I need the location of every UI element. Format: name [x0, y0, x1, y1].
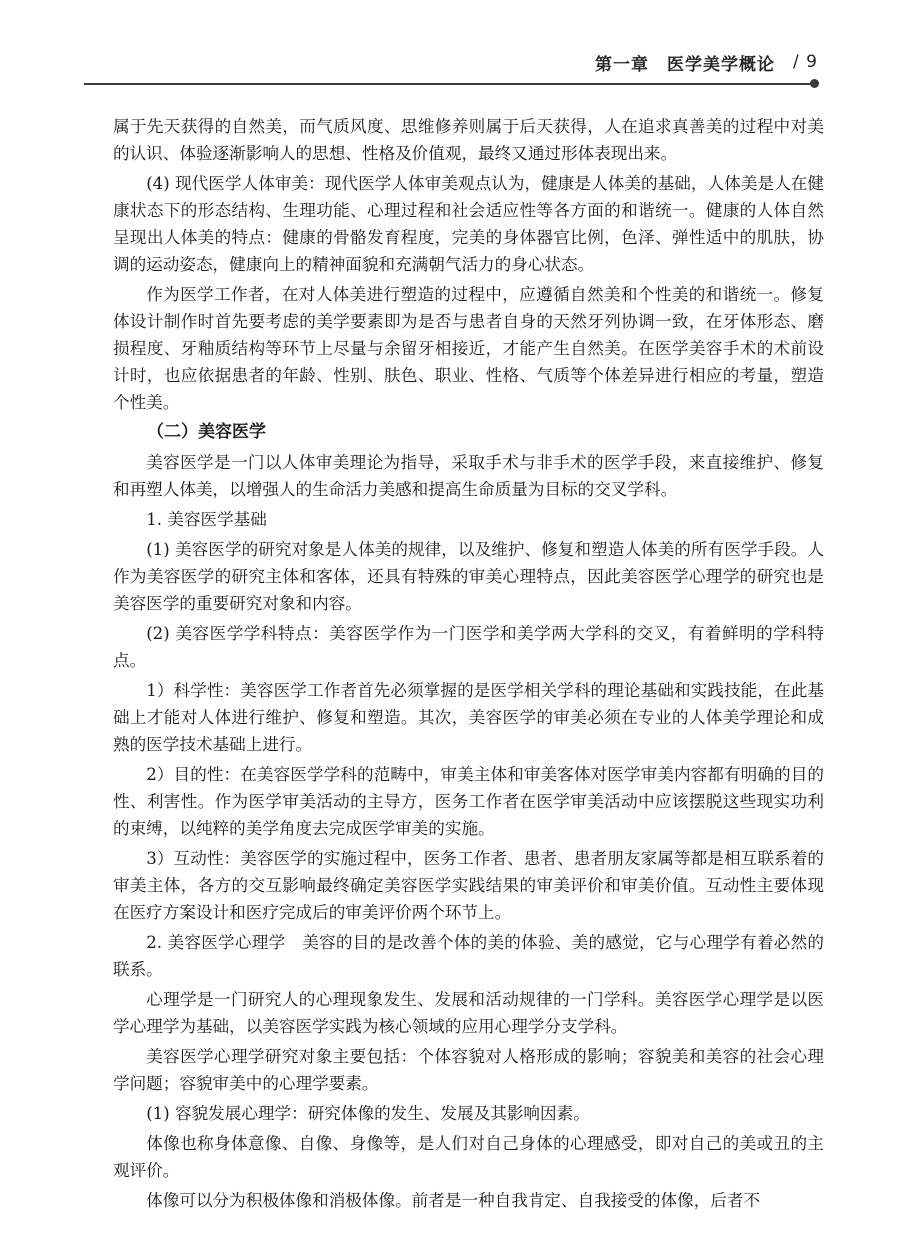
section-heading: （二）美容医学: [147, 422, 266, 442]
paragraph: 心理学是一门研究人的心理现象发生、发展和活动规律的一门学科。美容医学心理学是以医学心理学为基础，以美容医学实践为核心领域的应用心理学分支学科。: [113, 990, 824, 1036]
paragraph: 美容医学是一门以人体审美理论为指导，采取手术与非手术的医学手段，来直接维护、修复和再塑人体美，以增强人的生命活力美感和提高生命质量为目标的交叉学科。: [113, 453, 824, 499]
paragraph: 作为医学工作者，在对人体美进行塑造的过程中，应遵循自然美和个性美的和谐统一。修复体设计制作时首先要考虑的美学要素即为是否与患者自身的天然牙列协调一致，在牙体形态、磨损程度、牙釉质结构等环节上尽量与余留牙相接近，才能产生自然美。在医学美容手术的术前设计时，也应依据患者的年龄、性别、肤色、职业、性格、气质等个体差异进行相应的考量，塑造个性美。: [113, 285, 824, 412]
chapter-number: 第一章: [595, 54, 650, 75]
subsection-heading: 1. 美容医学基础: [146, 510, 267, 529]
paragraph: 2. 美容医学心理学 美容的目的是改善个体的美的体验、美的感觉，它与心理学有着必然的联系。: [113, 933, 824, 979]
paragraph: 3）互动性：美容医学的实施过程中，医务工作者、患者、患者朋友家属等都是相互联系着的审美主体，各方的交互影响最终确定美容医学实践结果的审美评价和审美价值。互动性主要体现在医疗方案设计和医疗完成后的审美评价两个环节上。: [113, 849, 824, 922]
paragraph: 体像可以分为积极体像和消极体像。前者是一种自我肯定、自我接受的体像，后者不: [146, 1191, 761, 1210]
paragraph: 体像也称身体意像、自像、身像等，是人们对自己身体的心理感受，即对自己的美或丑的主观评价。: [113, 1134, 824, 1180]
paragraph: (2) 美容医学学科特点：美容医学作为一门医学和美学两大学科的交叉，有着鲜明的学科特点。: [113, 624, 824, 670]
header-rule: [84, 83, 814, 85]
page-number: / 9: [793, 52, 818, 72]
chapter-title: 医学美学概论: [667, 54, 776, 75]
paragraph: 美容医学心理学研究对象主要包括：个体容貌对人格形成的影响；容貌美和美容的社会心理学问题；容貌审美中的心理学要素。: [113, 1047, 824, 1093]
running-header: [595, 44, 818, 80]
paragraph: 属于先天获得的自然美，而气质风度、思维修养则属于后天获得，人在追求真善美的过程中对美的认识、体验逐渐影响人的思想、性格及价值观，最终又通过形体表现出来。: [113, 117, 824, 163]
paragraph: (4) 现代医学人体审美：现代医学人体审美观点认为，健康是人体美的基础，人体美是人在健康状态下的形态结构、生理功能、心理过程和社会适应性等各方面的和谐统一。健康的人体自然呈现出人体美的特点：健康的骨骼发育程度，完美的身体器官比例，色泽、弹性适中的肌肤，协调的运动姿态，健康向上的精神面貌和充满朝气活力的身心状态。: [113, 174, 824, 274]
paragraph: 2）目的性：在美容医学学科的范畴中，审美主体和审美客体对医学审美内容都有明确的目的性、利害性。作为医学审美活动的主导方，医务工作者在医学审美活动中应该摆脱这些现实功利的束缚，以纯粹的美学角度去完成医学审美的实施。: [113, 765, 824, 838]
paragraph: (1) 容貌发展心理学：研究体像的发生、发展及其影响因素。: [146, 1104, 590, 1123]
page-body: [113, 113, 824, 1217]
header-rule-dot: [810, 79, 819, 88]
paragraph: 1）科学性：美容医学工作者首先必须掌握的是医学相关学科的理论基础和实践技能，在此基础上才能对人体进行维护、修复和塑造。其次，美容医学的审美必须在专业的人体美学理论和成熟的医学技术基础上进行。: [113, 681, 824, 754]
paragraph: (1) 美容医学的研究对象是人体美的规律，以及维护、修复和塑造人体美的所有医学手段。人作为美容医学的研究主体和客体，还具有特殊的审美心理特点，因此美容医学心理学的研究也是美容医学的重要研究对象和内容。: [113, 540, 824, 613]
